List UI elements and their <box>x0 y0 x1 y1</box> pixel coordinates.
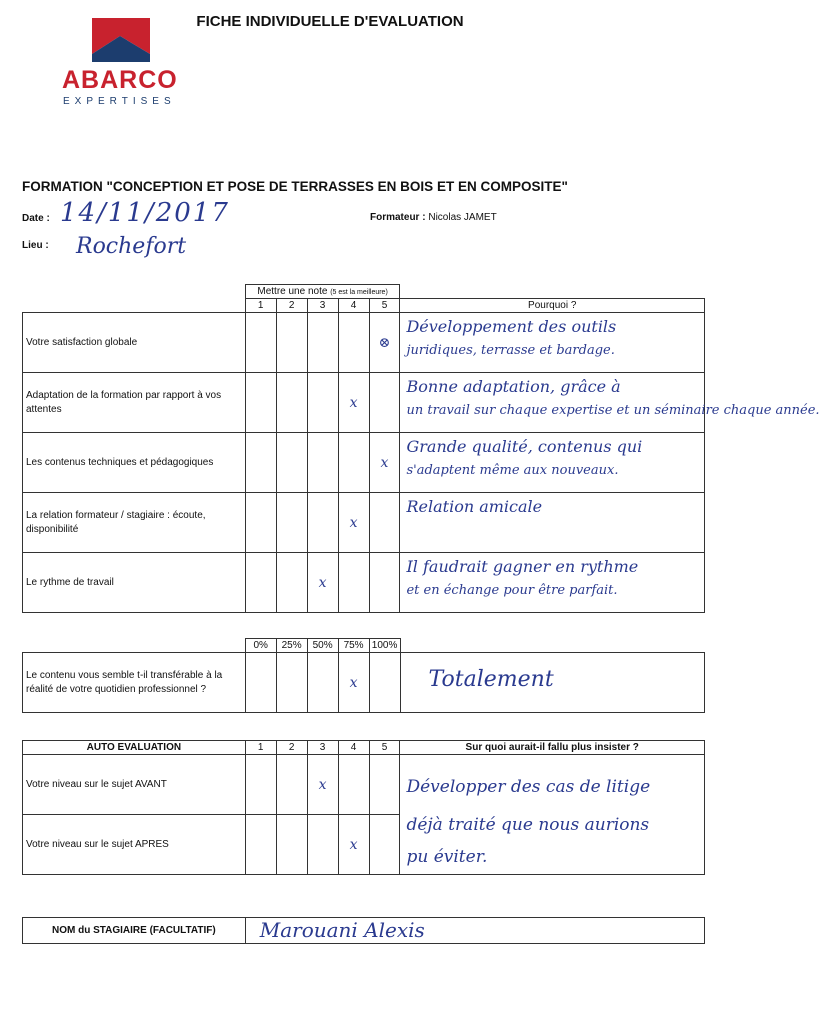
stagiaire-cell <box>245 918 704 944</box>
auto-scale-2: 2 <box>276 741 307 755</box>
note-cell <box>307 493 338 553</box>
auto-cell <box>276 755 307 815</box>
pct-50: 50% <box>307 639 338 653</box>
formateur-label: Formateur : <box>370 212 426 223</box>
pourquoi-line-1: Développement des outils <box>406 317 617 336</box>
pourquoi-line-1: Bonne adaptation, grâce à <box>406 377 621 396</box>
note-cell <box>307 373 338 433</box>
pourquoi-cell <box>400 493 705 553</box>
pct-100: 100% <box>369 639 400 653</box>
auto-criterion: Votre niveau sur le sujet AVANT <box>23 755 246 815</box>
criterion-label: Votre satisfaction globale <box>23 313 246 373</box>
note-cell <box>338 433 369 493</box>
transfer-table <box>22 638 705 713</box>
pourquoi-line-1: Grande qualité, contenus qui <box>406 437 643 456</box>
auto-mark-symbol: x <box>318 776 327 793</box>
scale-2: 2 <box>276 299 307 313</box>
notes-row <box>23 433 705 493</box>
auto-cell <box>369 755 400 815</box>
transfer-cell <box>276 653 307 713</box>
notes-row <box>23 553 705 613</box>
note-cell <box>245 493 276 553</box>
notes-header-small: (5 est la meilleure) <box>330 289 388 296</box>
pourquoi-cell <box>400 373 820 433</box>
auto-answer-2: déjà traité que nous aurions <box>406 815 650 835</box>
note-mark <box>338 493 369 553</box>
stagiaire-value: Marouani Alexis <box>259 918 425 942</box>
scale-5: 5 <box>369 299 400 313</box>
stagiaire-label: NOM du STAGIAIRE (FACULTATIF) <box>23 918 246 944</box>
criterion-label: La relation formateur / stagiaire : écoute, disponibilité <box>23 493 246 553</box>
auto-mark <box>338 815 369 875</box>
page-title: FICHE INDIVIDUELLE D'EVALUATION <box>196 13 464 30</box>
note-cell <box>276 313 307 373</box>
auto-cell <box>245 755 276 815</box>
note-mark <box>307 553 338 613</box>
auto-cell <box>245 815 276 875</box>
transfer-mark: x <box>349 674 358 691</box>
auto-answer-1: Développer des cas de litige <box>406 777 651 797</box>
pourquoi-line-2: et en échange pour être parfait. <box>406 583 618 598</box>
notes-table <box>22 284 820 613</box>
note-cell <box>245 553 276 613</box>
auto-mark <box>307 755 338 815</box>
pourquoi-line-2: un travail sur chaque expertise et un séminaire chaque année. <box>406 403 820 418</box>
scale-3: 3 <box>307 299 338 313</box>
pourquoi-line-2: juridiques, terrasse et bardage. <box>406 343 615 358</box>
notes-header-text: Mettre une note <box>257 286 328 297</box>
transfer-criterion: Le contenu vous semble t-il transférable à la réalité de votre quotidien professionnel ? <box>23 653 246 713</box>
note-cell <box>276 553 307 613</box>
pct-0: 0% <box>245 639 276 653</box>
formation-title: FORMATION "CONCEPTION ET POSE DE TERRASSES EN BOIS ET EN COMPOSITE" <box>22 179 568 194</box>
brand-sub: EXPERTISES <box>63 96 176 107</box>
transfer-answer-cell <box>400 653 704 713</box>
pourquoi-header: Pourquoi ? <box>400 299 705 313</box>
notes-header <box>245 285 400 299</box>
note-mark <box>338 373 369 433</box>
mark-symbol: x <box>318 574 327 591</box>
auto-cell <box>276 815 307 875</box>
scale-1: 1 <box>245 299 276 313</box>
date-label: Date : <box>22 213 50 224</box>
auto-row <box>23 755 705 815</box>
date-value: 14/11/2017 <box>60 198 230 228</box>
auto-header: AUTO EVALUATION <box>23 741 246 755</box>
pct-75: 75% <box>338 639 369 653</box>
mark-symbol: x <box>349 394 358 411</box>
transfer-cell <box>245 653 276 713</box>
criterion-label: Adaptation de la formation par rapport à vos attentes <box>23 373 246 433</box>
note-mark <box>369 433 400 493</box>
brand-name: ABARCO <box>62 66 178 94</box>
mark-symbol: x <box>349 514 358 531</box>
auto-scale-4: 4 <box>338 741 369 755</box>
auto-table <box>22 740 705 875</box>
mark-symbol: x <box>380 454 389 471</box>
lieu-value: Rochefort <box>76 234 187 259</box>
note-mark <box>369 313 400 373</box>
notes-row <box>23 373 705 433</box>
note-cell <box>307 313 338 373</box>
transfer-cell <box>338 653 369 713</box>
auto-criterion: Votre niveau sur le sujet APRES <box>23 815 246 875</box>
criterion-label: Les contenus techniques et pédagogiques <box>23 433 246 493</box>
lieu-label: Lieu : <box>22 240 49 251</box>
stagiaire-table <box>22 917 705 944</box>
pourquoi-line-2: s'adaptent même aux nouveaux. <box>406 463 619 478</box>
auto-mark-symbol: x <box>349 836 358 853</box>
auto-answer-cell <box>400 755 705 875</box>
auto-cell <box>369 815 400 875</box>
auto-answer-3: pu éviter. <box>406 847 488 867</box>
pct-25: 25% <box>276 639 307 653</box>
notes-row <box>23 493 705 553</box>
auto-scale-5: 5 <box>369 741 400 755</box>
auto-scale-1: 1 <box>245 741 276 755</box>
auto-cell <box>307 815 338 875</box>
mark-symbol: ⊗ <box>378 334 391 351</box>
note-cell <box>369 493 400 553</box>
pourquoi-line-1: Il faudrait gagner en rythme <box>406 557 639 576</box>
scale-4: 4 <box>338 299 369 313</box>
transfer-answer: Totalement <box>428 667 554 692</box>
pourquoi-cell <box>400 553 705 613</box>
criterion-label: Le rythme de travail <box>23 553 246 613</box>
transfer-cell <box>369 653 400 713</box>
pourquoi-line-1: Relation amicale <box>406 497 543 516</box>
note-cell <box>369 553 400 613</box>
note-cell <box>338 313 369 373</box>
auto-cell <box>338 755 369 815</box>
note-cell <box>245 373 276 433</box>
pourquoi-cell <box>400 433 705 493</box>
note-cell <box>307 433 338 493</box>
note-cell <box>369 373 400 433</box>
note-cell <box>245 433 276 493</box>
note-cell <box>276 493 307 553</box>
pourquoi-cell <box>400 313 705 373</box>
transfer-cell <box>307 653 338 713</box>
note-cell <box>276 373 307 433</box>
notes-row <box>23 313 705 373</box>
note-cell <box>276 433 307 493</box>
auto-scale-3: 3 <box>307 741 338 755</box>
auto-question: Sur quoi aurait-il fallu plus insister ? <box>400 741 705 755</box>
note-cell <box>338 553 369 613</box>
note-cell <box>245 313 276 373</box>
formateur <box>370 212 497 223</box>
formateur-value: Nicolas JAMET <box>428 212 497 223</box>
